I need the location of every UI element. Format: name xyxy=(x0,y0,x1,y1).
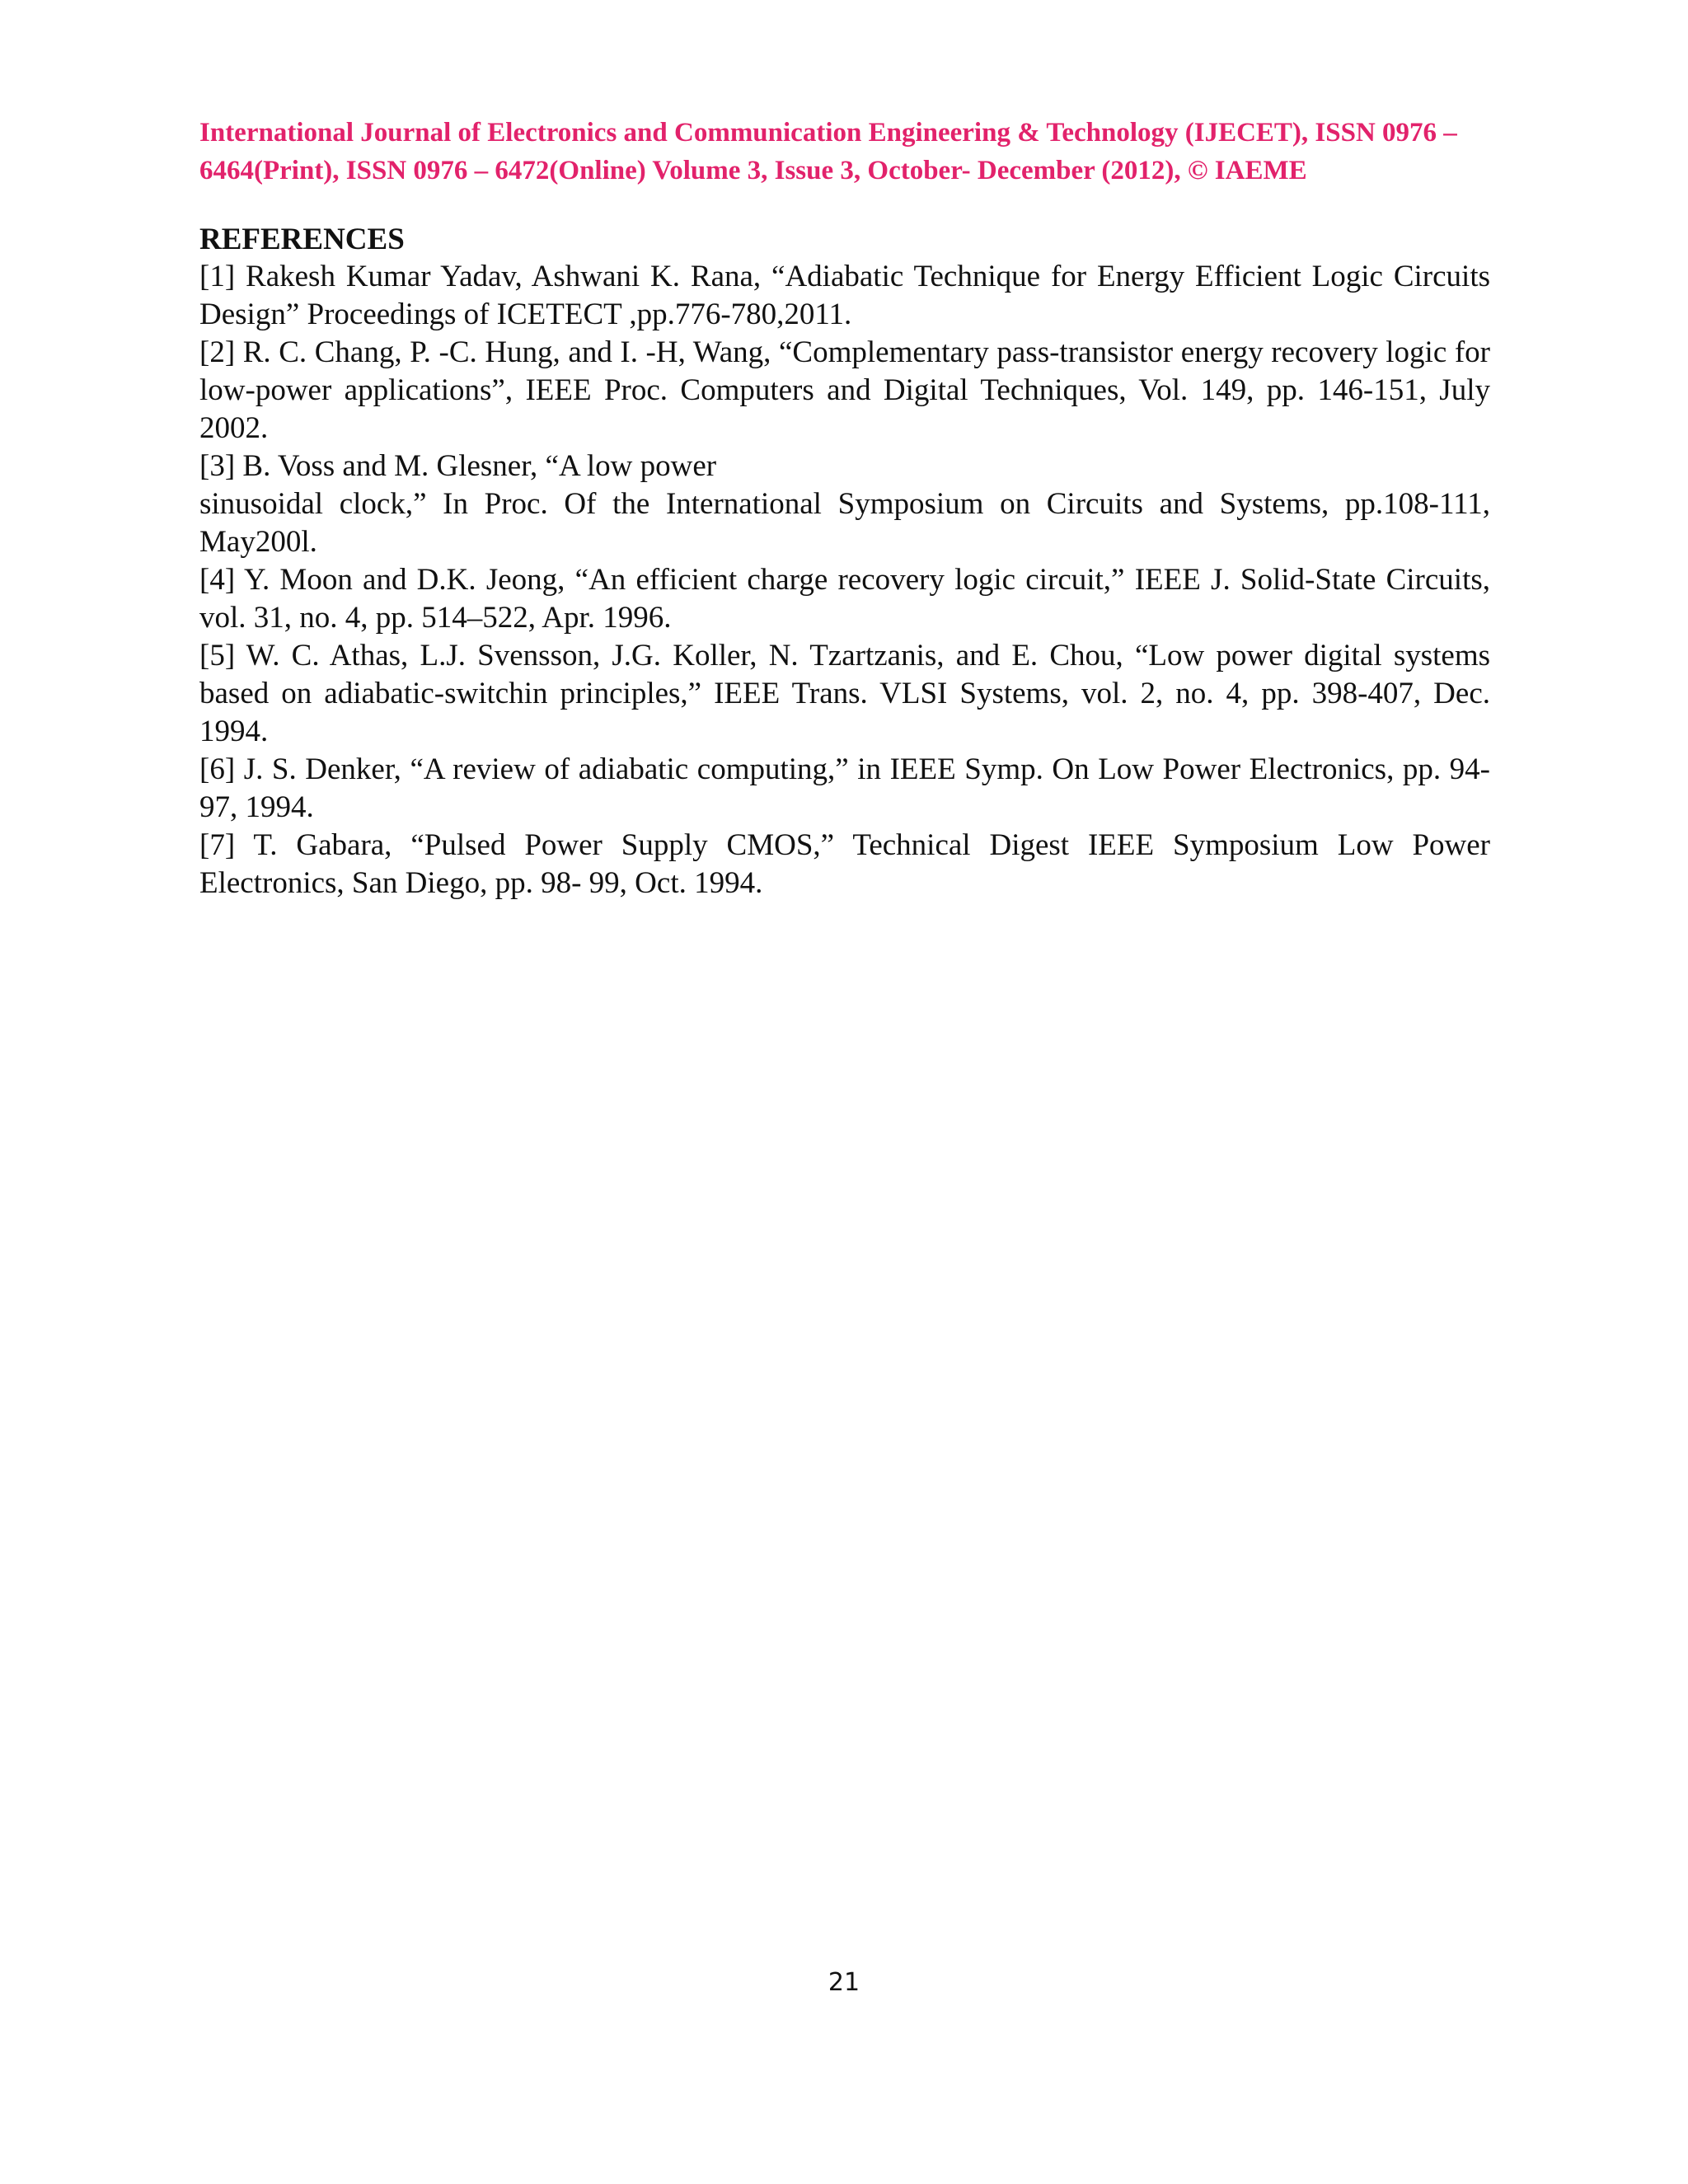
journal-header-line-2: 6464(Print), ISSN 0976 – 6472(Online) Volume 3, Issue 3, October- December (2012), © IAEME xyxy=(199,156,1307,185)
references-list xyxy=(199,258,1490,902)
reference-item-4: [4] Y. Moon and D.K. Jeong, “An efficient charge recovery logic circuit,” IEEE J. Solid-State Circuits, vol. 31, no. 4, pp. 514–522, Apr. 1996. xyxy=(199,563,1490,635)
reference-item-3-line-1: [3] B. Voss and M. Glesner, “A low power xyxy=(199,449,717,483)
reference-item-5: [5] W. C. Athas, L.J. Svensson, J.G. Koller, N. Tzartzanis, and E. Chou, “Low power digital systems based on adiabatic-switchin principles,” IEEE Trans. VLSI Systems, vol. 2, no. 4, pp. 398-407, Dec. 1994. xyxy=(199,639,1490,748)
reference-item-3 xyxy=(199,448,1490,561)
journal-header xyxy=(199,114,1492,190)
reference-item-1: [1] Rakesh Kumar Yadav, Ashwani K. Rana, “Adiabatic Technique for Energy Efficient Logic Circuits Design” Proceedings of ICETECT ,pp.776-780,2011. xyxy=(199,260,1490,331)
reference-item-7: [7] T. Gabara, “Pulsed Power Supply CMOS,” Technical Digest IEEE Symposium Low Power Electronics, San Diego, pp. 98- 99, Oct. 1994. xyxy=(199,828,1490,900)
reference-item-6: [6] J. S. Denker, “A review of adiabatic computing,” in IEEE Symp. On Low Power Electronics, pp. 94-97, 1994. xyxy=(199,752,1490,824)
references-heading: REFERENCES xyxy=(199,223,405,256)
page-number: 21 xyxy=(828,1968,860,1997)
reference-item-2: [2] R. C. Chang, P. -C. Hung, and I. -H, Wang, “Complementary pass-transistor energy recovery logic for low-power applications”, IEEE Proc. Computers and Digital Techniques, Vol. 149, pp. 146-151, July 2002. xyxy=(199,335,1490,445)
reference-item-3-line-2: sinusoidal clock,” In Proc. Of the International Symposium on Circuits and Systems, pp.108-111, May200l. xyxy=(199,487,1490,559)
journal-header-line-1: International Journal of Electronics and Communication Engineering & Technology (IJECET), ISSN 0976 – xyxy=(199,118,1457,148)
